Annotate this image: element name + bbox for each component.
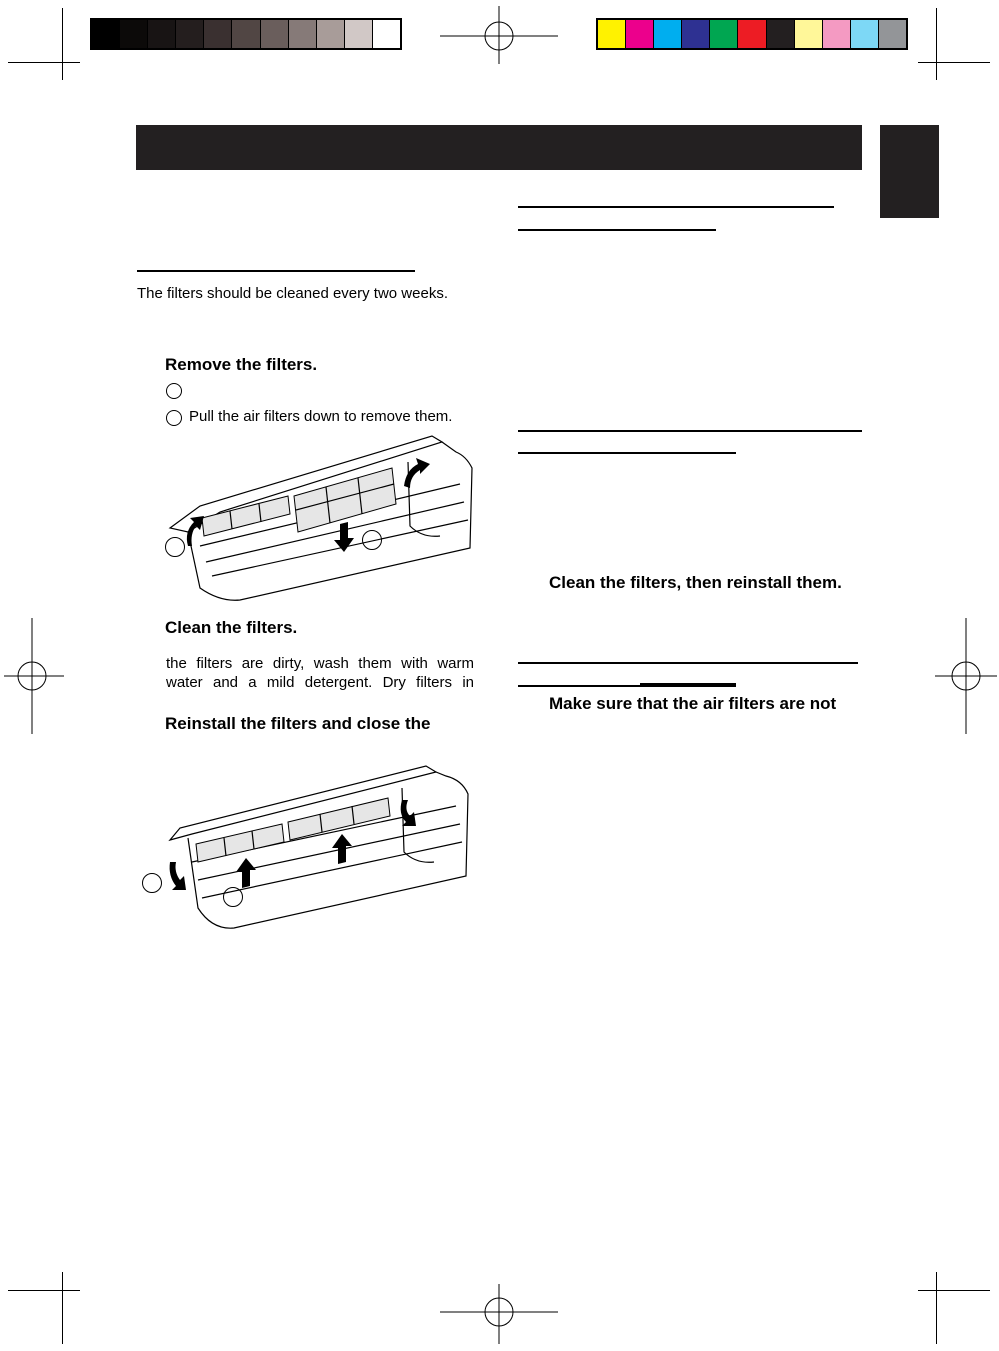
gray-calibration-bar	[90, 18, 402, 50]
registration-mark-icon	[935, 618, 999, 734]
step-number-circle	[166, 410, 182, 426]
crop-mark	[936, 1272, 937, 1344]
section-underline	[137, 270, 415, 272]
color-swatch	[767, 20, 795, 48]
crop-mark	[8, 1290, 80, 1291]
crop-mark	[8, 62, 80, 63]
color-swatch	[738, 20, 766, 48]
color-swatch	[851, 20, 879, 48]
gray-swatch	[204, 20, 232, 48]
step-number-circle	[142, 873, 162, 893]
side-section-tab	[880, 125, 939, 218]
section-underline	[518, 206, 834, 208]
crop-mark	[918, 1290, 990, 1291]
color-swatch	[654, 20, 682, 48]
gray-swatch	[92, 20, 120, 48]
step1-substep-b: Pull the air filters down to remove them.	[189, 408, 453, 425]
section-underline	[518, 452, 736, 454]
registration-mark-icon	[0, 618, 64, 734]
crop-mark	[62, 1272, 63, 1344]
gray-swatch	[232, 20, 260, 48]
arrow-icon	[334, 522, 354, 552]
ac-unit-reinstall-filter-illustration	[140, 758, 476, 934]
crop-mark	[936, 8, 937, 80]
gray-swatch	[261, 20, 289, 48]
section-underline	[518, 662, 858, 664]
ac-unit-remove-filter-illustration	[160, 428, 480, 606]
gray-swatch	[148, 20, 176, 48]
color-swatch	[795, 20, 823, 48]
color-swatch	[879, 20, 906, 48]
color-swatch	[710, 20, 738, 48]
step1-title: Remove the filters.	[165, 355, 318, 374]
color-swatch	[682, 20, 710, 48]
color-swatch	[598, 20, 626, 48]
gray-swatch	[176, 20, 204, 48]
gray-swatch	[345, 20, 373, 48]
section-underline	[518, 430, 862, 432]
section-header-bar	[136, 125, 862, 170]
step2-line2: water and a mild detergent. Dry filters in	[166, 674, 474, 691]
color-calibration-bar	[596, 18, 908, 50]
note-marker	[640, 683, 736, 687]
arrow-icon	[236, 858, 256, 888]
step-number-circle	[223, 887, 243, 907]
crop-mark	[62, 8, 63, 80]
step-number-circle	[362, 530, 382, 550]
step-number-circle	[166, 383, 182, 399]
crop-mark	[918, 62, 990, 63]
color-swatch	[823, 20, 851, 48]
right-note-text: Make sure that the air filters are not	[549, 694, 837, 713]
gray-swatch	[120, 20, 148, 48]
section-underline	[518, 229, 716, 231]
arrow-icon	[187, 516, 204, 546]
right-step-clean-title: Clean the filters, then reinstall them.	[549, 573, 842, 592]
gray-swatch	[289, 20, 317, 48]
arrow-icon	[170, 862, 186, 890]
color-swatch	[626, 20, 654, 48]
arrow-icon	[332, 834, 352, 864]
gray-swatch	[317, 20, 345, 48]
step3-title: Reinstall the filters and close the	[165, 714, 431, 733]
registration-mark-icon	[440, 4, 558, 64]
step2-title: Clean the filters.	[165, 618, 298, 637]
gray-swatch	[373, 20, 400, 48]
registration-mark-icon	[440, 1284, 558, 1346]
step2-line1: the filters are dirty, wash them with warm	[166, 655, 474, 672]
step-number-circle	[165, 537, 185, 557]
intro-text: The filters should be cleaned every two weeks.	[137, 285, 448, 302]
